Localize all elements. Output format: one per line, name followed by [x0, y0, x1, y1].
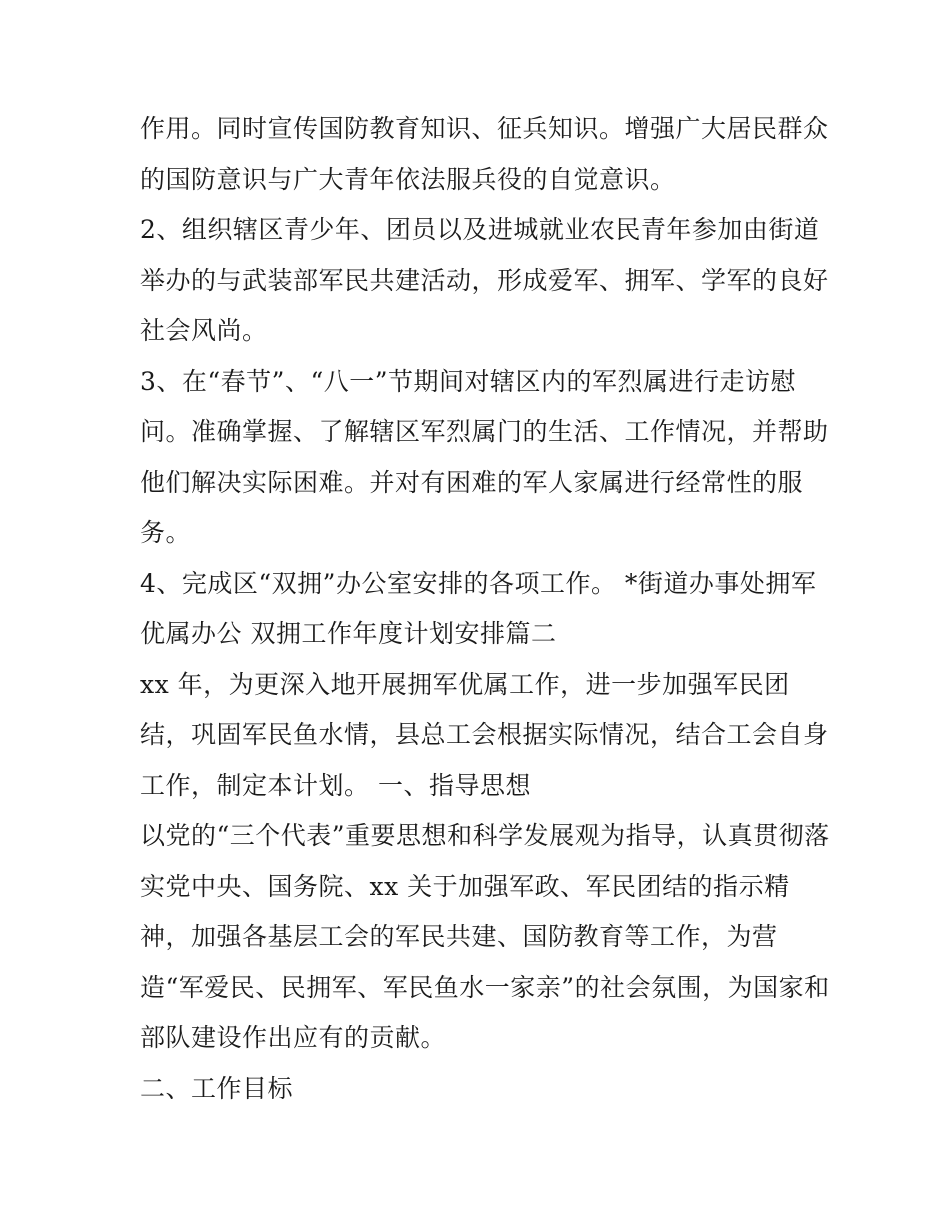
text-line: 造“军爱民、民拥军、军民鱼水一家亲”的社会氛围，为国家和: [140, 973, 830, 1002]
text-line: 实党中央、国务院、xx 关于加强军政、军民团结的指示精: [140, 872, 790, 901]
text-line: 作用。同时宣传国防教育知识、征兵知识。增强广大居民群众: [140, 114, 829, 143]
text-line: 3、在“春节”、“八一”节期间对辖区内的军烈属进行走访慰: [140, 367, 797, 396]
text-line: 的国防意识与广大青年依法服兵役的自觉意识。: [140, 165, 676, 194]
text-line: 工作，制定本计划。 一、指导思想: [140, 771, 531, 800]
text-line: 优属办公 双拥工作年度计划安排篇二: [140, 619, 557, 648]
text-line: 4、完成区“双拥”办公室安排的各项工作。 *街道办事处拥军: [140, 569, 817, 598]
text-line: 结，巩固军民鱼水情，县总工会根据实际情况，结合工会自身: [140, 720, 829, 749]
text-line: 以党的“三个代表”重要思想和科学发展观为指导，认真贯彻落: [140, 821, 830, 850]
section-heading: 二、工作目标: [140, 1074, 294, 1103]
text-line: 问。准确掌握、了解辖区军烈属门的生活、工作情况，并帮助: [140, 417, 829, 446]
text-line: 举办的与武装部军民共建活动，形成爱军、拥军、学军的良好: [140, 266, 829, 295]
text-line: xx 年，为更深入地开展拥军优属工作，进一步加强军民团: [140, 670, 790, 699]
text-line: 神，加强各基层工会的军民共建、国防教育等工作，为营: [140, 922, 778, 951]
text-line: 务。: [140, 518, 192, 547]
text-line: 他们解决实际困难。并对有困难的军人家属进行经常性的服: [140, 468, 804, 497]
text-line: 部队建设作出应有的贡献。: [140, 1023, 447, 1052]
text-line: 2、组织辖区青少年、团员以及进城就业农民青年参加由街道: [140, 215, 820, 244]
text-line: 社会风尚。: [140, 316, 268, 345]
